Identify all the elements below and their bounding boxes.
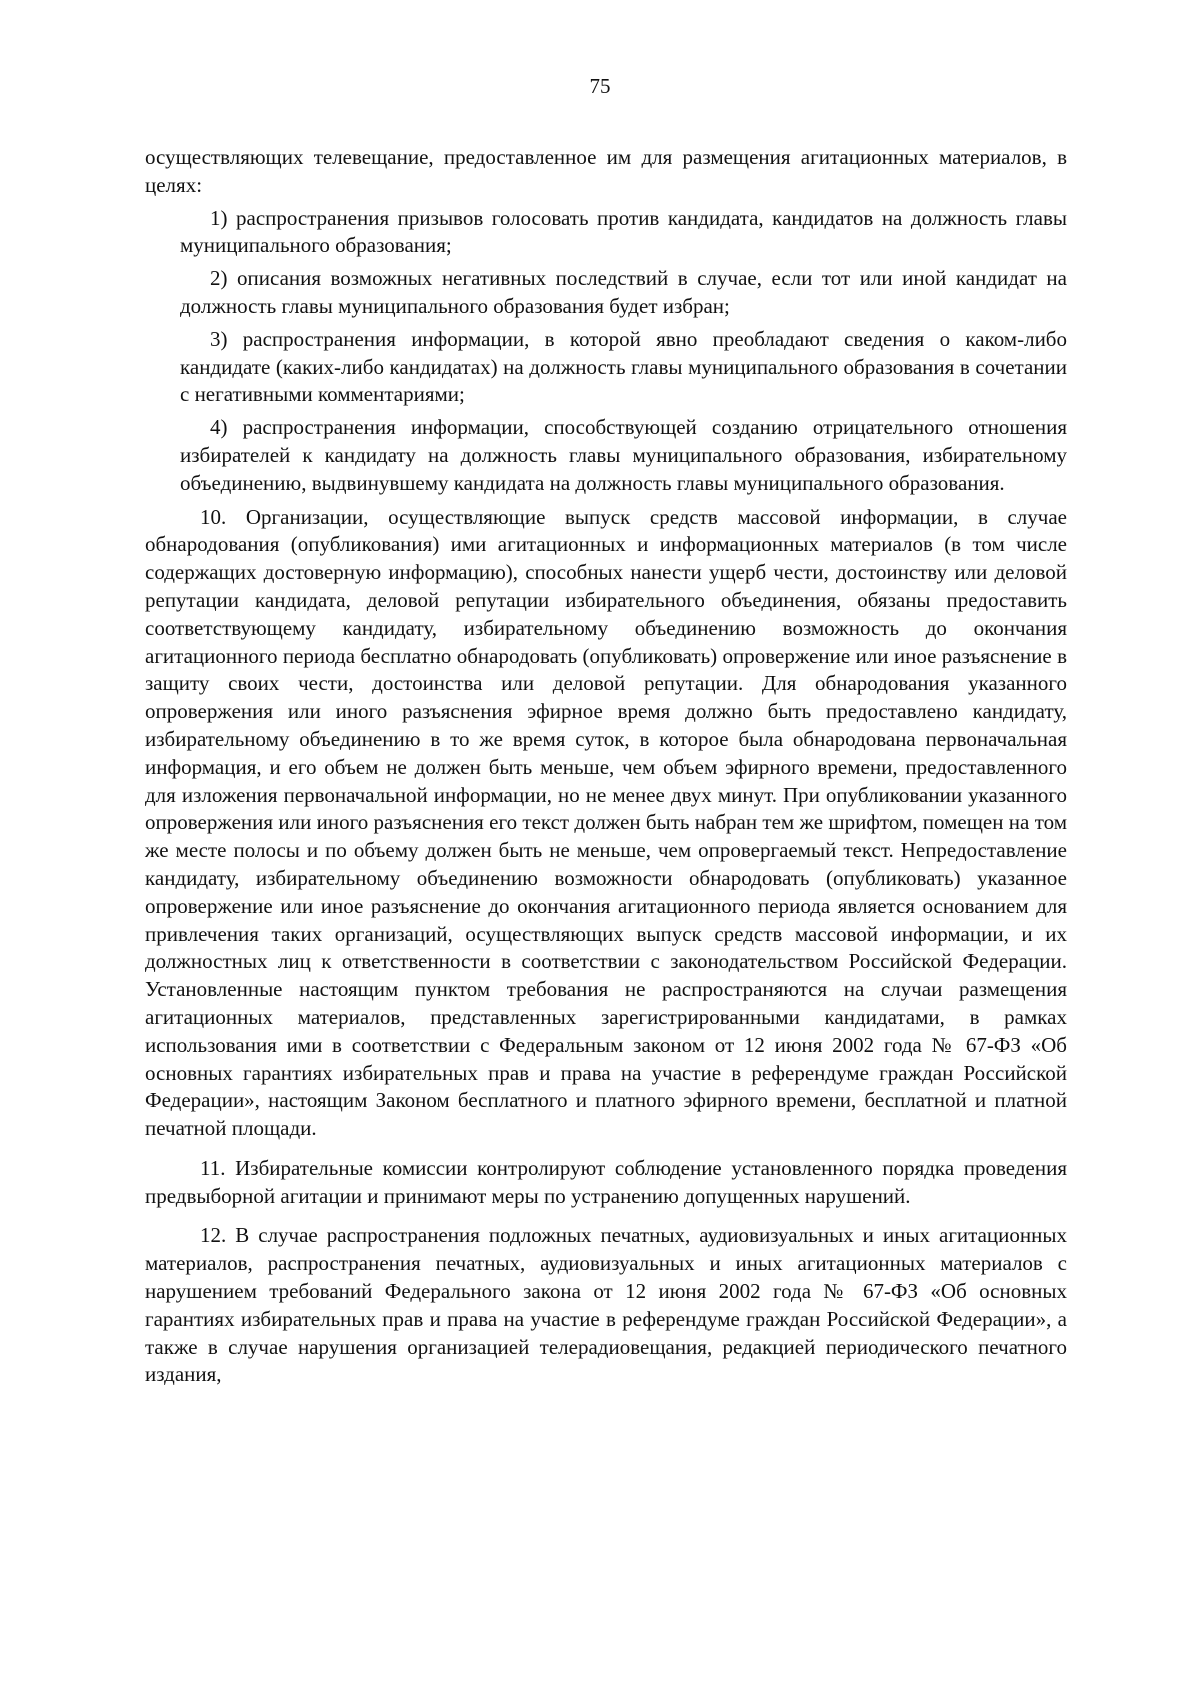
- paragraph-11: 11. Избирательные комиссии контролируют соблюдение установленного порядка проведения предвыборной агитации и принимают меры по устранению допущенных нарушений.: [145, 1155, 1067, 1208]
- list-item-2: 2) описания возможных негативных последствий в случае, если тот или иной кандидат на должность главы муниципального образования будет избран;: [180, 266, 1067, 318]
- paragraph-10: 10. Организации, осуществляющие выпуск средств массовой информации, в случае обнародования (опубликования) ими агитационных и информационных материалов (в том числе содержащих достоверную информацию), способных нанести ущерб чести, достоинству или деловой репутации кандидата, деловой репутации избирательного объединения, обязаны предоставить соответствующему кандидату, избирательному объединению возможность до окончания агитационного периода бесплатно обнародовать (опубликовать) опровержение или иное разъяснение в защиту своих чести, достоинства или деловой репутации. Для обнародования указанного опровержения или иного разъяснения эфирное время должно быть предоставлено кандидату, избирательному объединению в то же время суток, в которое была обнародована первоначальная информация, и его объем не должен быть меньше, чем объем эфирного времени, предоставленного для изложения первоначальной информации, но не менее двух минут. При опубликовании указанного опровержения или иного разъяснения его текст должен быть набран тем же шрифтом, помещен на том же месте полосы и по объему должен быть не меньше, чем опровергаемый текст. Непредоставление кандидату, избирательному объединению возможности обнародовать (опубликовать) указанное опровержение или иное разъяснение до окончания агитационного периода является основанием для привлечения таких организаций, осуществляющих выпуск средств массовой информации, и их должностных лиц к ответственности в соответствии с законодательством Российской Федерации. Установленные настоящим пунктом требования не распространяются на случаи размещения агитационных материалов, представленных зарегистрированными кандидатами, в рамках использования ими в соответствии с Федеральным законом от 12 июня 2002 года № 67-ФЗ «Об основных гарантиях избирательных прав и права на участие в референдуме граждан Российской Федерации», настоящим Законом бесплатного и платного эфирного времени, бесплатной и платной печатной площади.: [145, 504, 1067, 1141]
- goals-list: [180, 205, 1067, 498]
- document-body: [145, 144, 1067, 1389]
- page-number: 75: [589, 74, 611, 98]
- intro-paragraph: осуществляющих телевещание, предоставленное им для размещения агитационных материалов, в целях:: [145, 145, 1067, 197]
- list-item-3: 3) распространения информации, в которой явно преобладают сведения о каком-либо кандидате (каких-либо кандидатах) на должность главы муниципального образования в сочетании с негативными комментариями;: [180, 326, 1067, 407]
- paragraph-12: 12. В случае распространения подложных печатных, аудиовизуальных и иных агитационных материалов, распространения печатных, аудиовизуальных и иных агитационных материалов с нарушением требований Федерального закона от 12 июня 2002 года № 67-ФЗ «Об основных гарантиях избирательных прав и права на участие в референдуме граждан Российской Федерации», а также в случае нарушения организацией телерадиовещания, редакцией периодического печатного издания,: [145, 1223, 1067, 1387]
- list-item-4: 4) распространения информации, способствующей созданию отрицательного отношения избирателей к кандидату на должность главы муниципального образования, избирательному объединению, выдвинувшему кандидата на должность главы муниципального образования.: [180, 415, 1067, 495]
- list-item-1: 1) распространения призывов голосовать против кандидата, кандидатов на должность главы муниципального образования;: [180, 205, 1067, 258]
